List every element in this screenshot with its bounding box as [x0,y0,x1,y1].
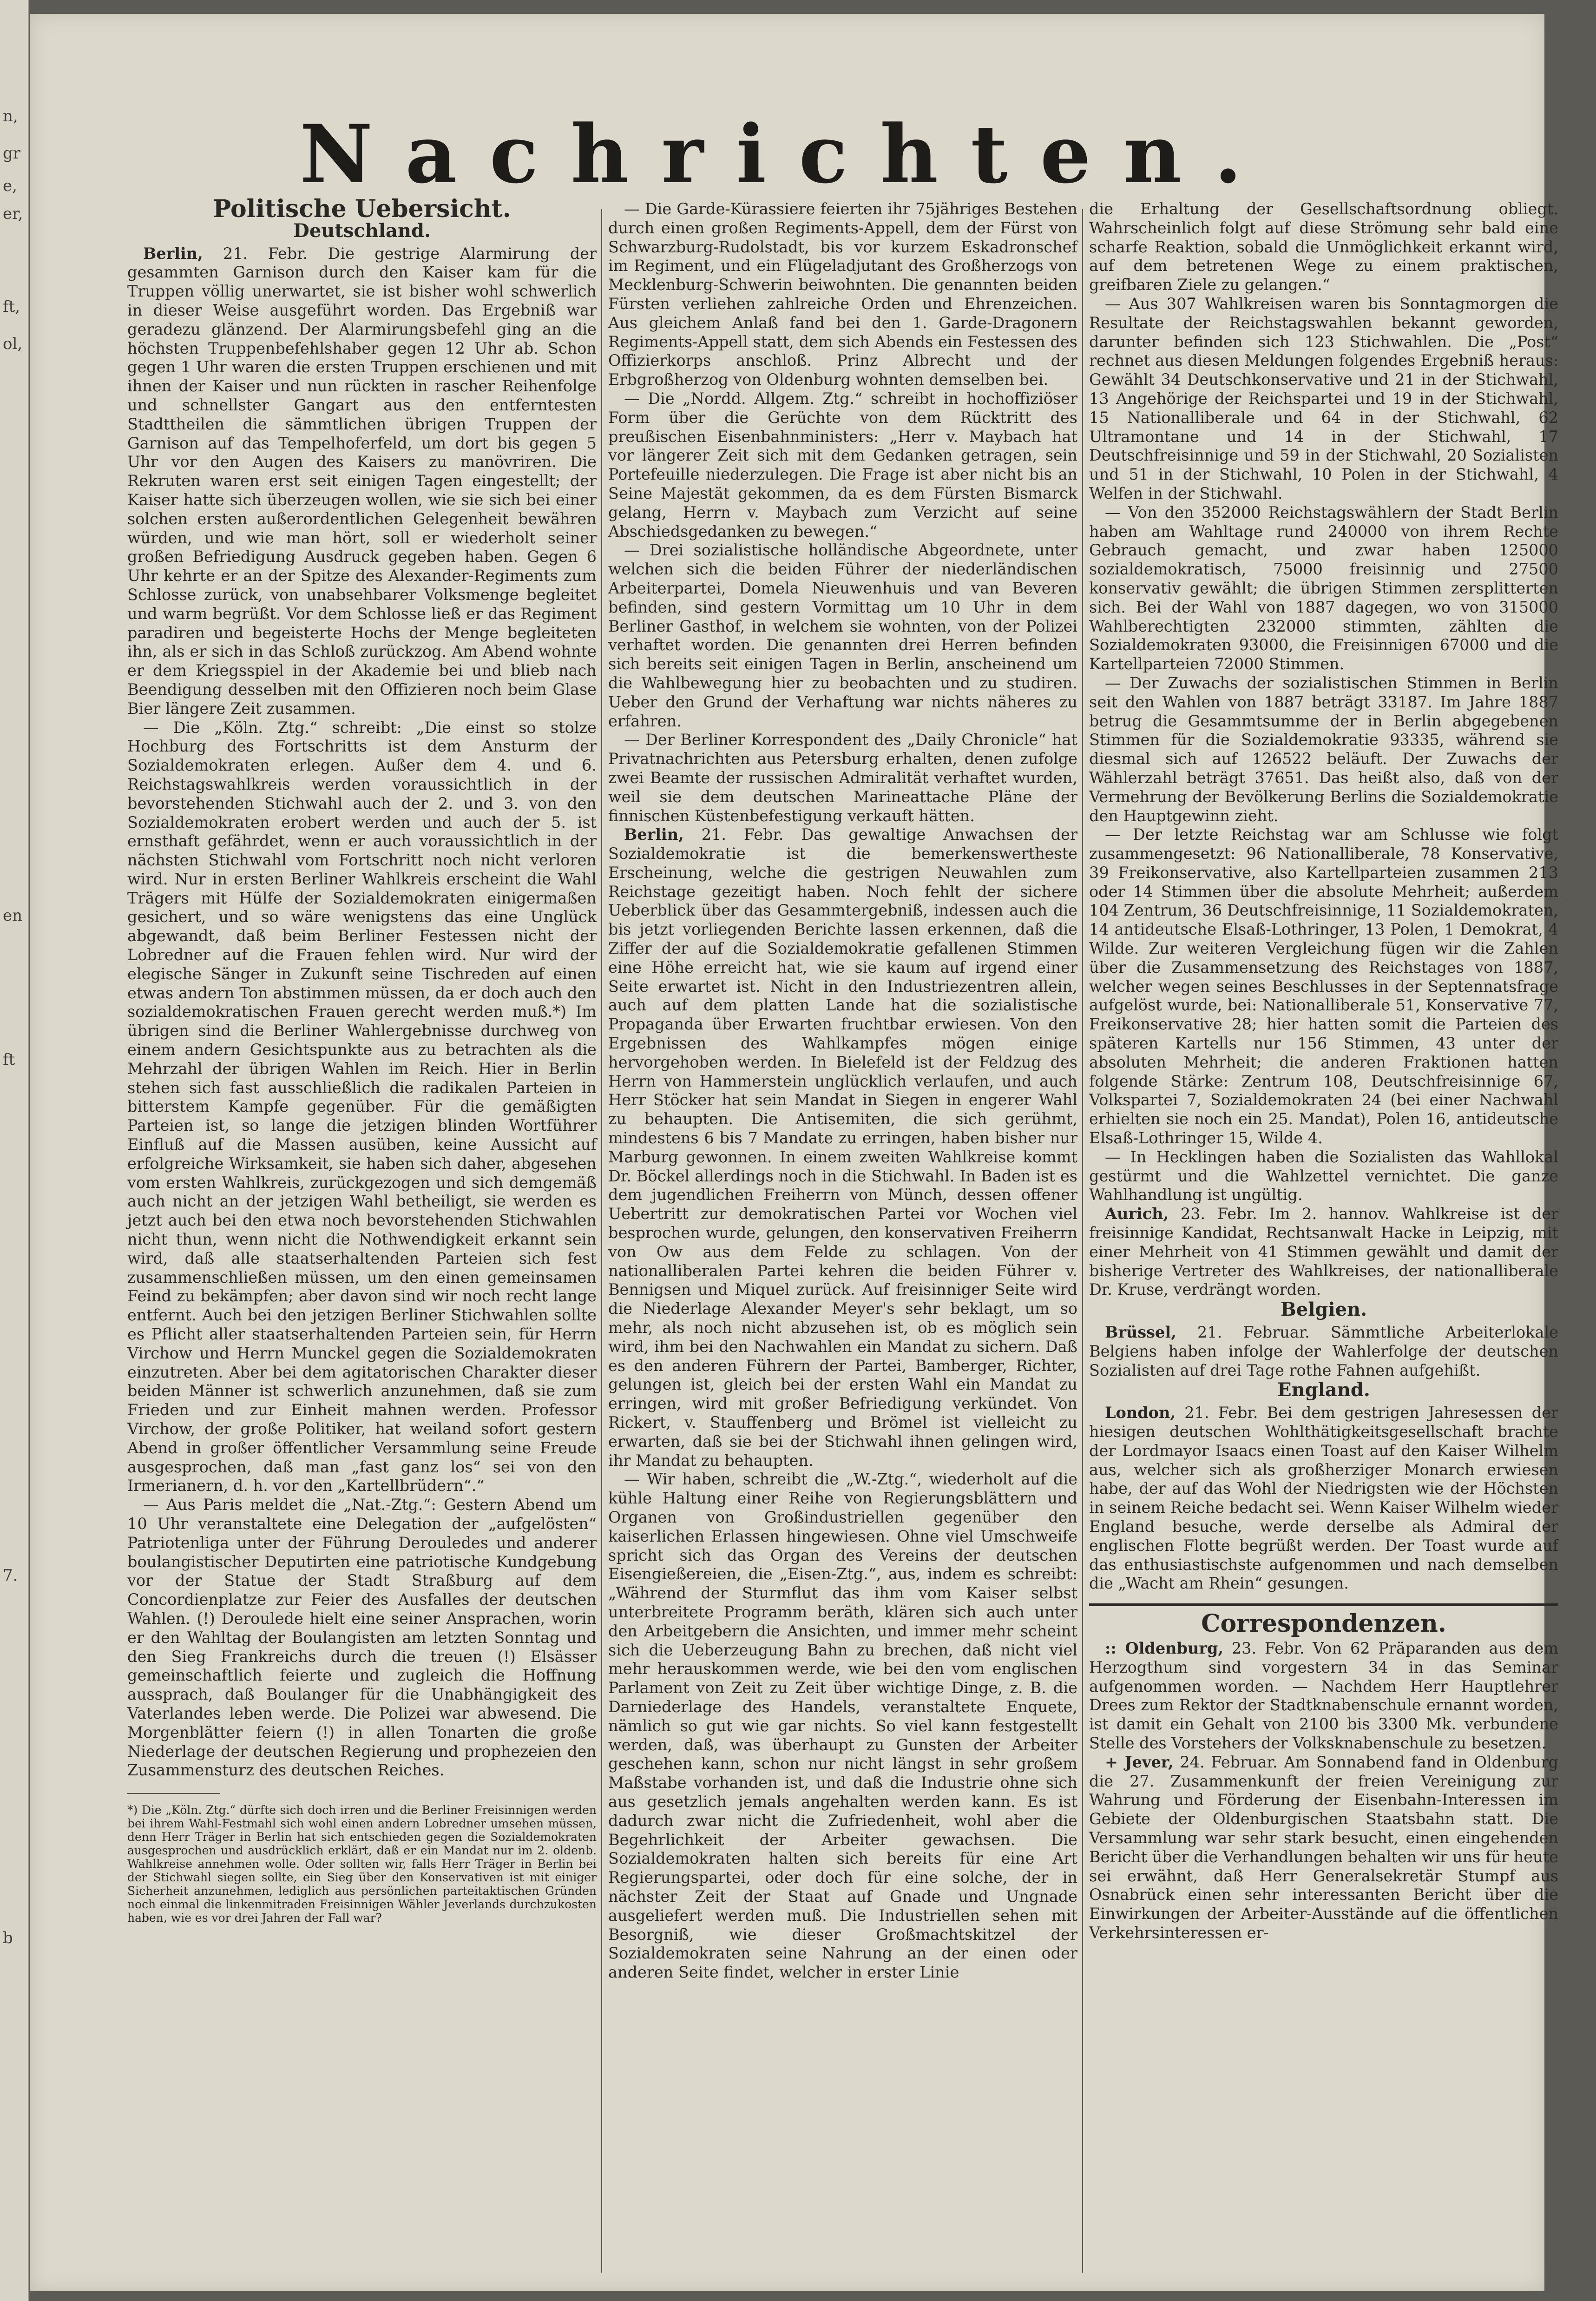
dateline: + Jever, [1105,1753,1174,1771]
article: — Wir haben, schreibt die „W.-Ztg.“, wiederholt auf die kühle Haltung einer Reihe von Regierungsblättern und Organen von Großindustriellen gegenüber den kaiserlichen Erlassen hingewiesen. Ohne viel Umschweife spricht sich das Organ des Vereins der deutschen Eisengießereien, die „Eisen-Ztg.“, aus, indem es schreibt: „Während der Sturmflut das ihm vom Kaiser selbst unterbreitete Programm beräth, klären sich auch unter den Arbeitgebern die Ansichten, und immer mehr scheint sich die Ueberzeugung Bahn zu brechen, daß nicht viel mehr herauskommen werde, wie bei den vom englischen Parlament von Zeit zu Zeit über wichtige Dinge, z. B. die Darniederlage des Handels, veranstaltete Enquete, nämlich so gut wie gar nichts. So viel kann festgestellt werden, daß, was überhaupt zu Gunsten der Arbeiter geschehen kann, schon nur nicht längst in sehr großem Maßstabe vorhanden ist, und daß die Industrie ohne sich aus gesetzlich jemals angehalten werden kann. Es ist dadurch zwar nicht die Zufriedenheit, wohl aber die Begehrlichkeit der Arbeiter gewachsen. Die Sozialdemokraten halten sich bereits für eine Art Regierungspartei, oder doch für eine solche, der in nächster Zeit der Staat auf Gnade und Ungnade ausgeliefert werden muß. Die Industriellen sehen mit Besorgniß, wie dieser Großmachtskitzel der Sozialdemokraten seine Nahrung an der einen oder anderen Seite findet, welcher in erster Linie [608,1470,1077,1982]
article-text: 23. Febr. Von 62 Präparanden aus dem Herzogthum sind vorgestern 34 in das Seminar aufgenommen worden. — Nachdem Herr Hauptlehrer Drees zum Rektor der Stadtknabenschule ernannt worden, ist damit ein Gehalt von 2100 bis 3300 Mk. verbundene Stelle des Vorstehers der Volksknabenschule zu besetzen. [1089,1639,1559,1752]
article: — Der Zuwachs der sozialistischen Stimmen in Berlin seit den Wahlen von 1887 beträgt 33187. Im Jahre 1887 betrug die Gesammtsumme der in Berlin abgegebenen Stimmen für die Sozialdemokratie 93335, während sie diesmal sich auf 126522 beläuft. Der Zuwachs der Wählerzahl beträgt 37651. Das heißt also, daß von der Vermehrung der Bevölkerung Berlins die Sozialdemokratie den Hauptgewinn zieht. [1089,673,1558,825]
dateline: Brüssel, [1105,1323,1176,1342]
article: — Die „Köln. Ztg.“ schreibt: „Die einst so stolze Hochburg des Fortschritts ist dem Ansturm der Sozialdemokraten erlegen. Außer dem 4. und 6. Reichstagswahlkreis werden voraussichtlich in der bevorstehenden Stichwahl auch der 2. und 3. von den Sozialdemokraten erobert werden und auch der 5. ist ernsthaft gefährdet, wenn er auch voraussichtlich in der nächsten Stichwahl vom Fortschritt noch nicht verloren wird. Nur in ersten Berliner Wahlkreis erscheint die Wahl Trägers mit Hülfe der Sozialdemokraten einigermaßen gesichert, und so wäre wenigstens das eine Unglück abgewandt, daß beim Berliner Festessen nicht der Lobredner auf die Frauen fehlen wird. Nur wird der elegische Sänger in Zukunft seine Tischreden auf einen etwas andern Ton abstimmen müssen, da er doch auch den sozialdemokratischen Frauen gerecht werden muß.*) Im übrigen sind die Berliner Wahlergebnisse durchweg von einem andern Gesichtspunkte aus zu betrachten als die Mehrzahl der übrigen Wahlen im Reich. Hier in Berlin stehen sich fast ausschließlich die radikalen Parteien in bitterstem Kampfe gegenüber. Für die gemäßigten Parteien ist, so lange die jetzigen blinden Wortführer Einfluß auf die Massen ausüben, keine Aussicht auf erfolgreiche Wirksamkeit, sie haben sich daher, abgesehen vom ersten Wahlkreis, zurückgezogen und sich demgemäß auch nicht an der jetzigen Wahl betheiligt, sie werden es jetzt auch bei den etwa noch bevorstehenden Stichwahlen nicht thun, wenn nicht die Nothwendigkeit erkannt sein wird, daß alle staatserhaltenden Parteien sich fest zusammenschließen müssen, um den einen gemeinsamen Feind zu bekämpfen; aber davon sind wir noch recht lange entfernt. Auch bei den jetzigen Berliner Stichwahlen sollte es Pflicht aller staatserhaltenden Parteien sein, für Herrn Virchow und Herrn Munckel gegen die Sozialdemokraten einzutreten. Aber bei dem agitatorischen Charakter dieser beiden Männer ist schwerlich anzunehmen, daß sie zum Frieden und zur Einheit mahnen werden. Professor Virchow, der große Politiker, hat weiland sofort gestern Abend in großer öffentlicher Versammlung seine Freude ausgesprochen, daß man „fast ganz los“ sei von den Irmerianern, d. h. vor den „Kartellbrüdern“.“ [127,718,597,1495]
article: — Drei sozialistische holländische Abgeordnete, unter welchen sich die beiden Führer der niederländischen Arbeiterpartei, Domela Nieuwenhuis und van Beveren befinden, sind gestern Vormittag um 10 Uhr in dem Berliner Gasthof, in welchem sie wohnten, von der Polizei verhaftet worden. Die genannten drei Herren befinden sich bereits seit einigen Tagen in Berlin, anscheinend um die Wahlbewegung hier zu beobachten und zu studiren. Ueber den Grund der Verhaftung war nichts näheres zu erfahren. [608,541,1077,730]
article [1089,1753,1558,1943]
article: — Aus 307 Wahlkreisen waren bis Sonntagmorgen die Resultate der Reichstagswahlen bekannt geworden, darunter befinden sich 123 Stichwahlen. Die „Post“ rechnet aus diesen Meldungen folgendes Ergebniß heraus: Gewählt 34 Deutschkonservative und 21 in der Stichwahl, 13 Angehörige der Reichspartei und 19 in der Stichwahl, 15 Nationalliberale und 64 in der Stichwahl, 62 Ultramontane und 14 in der Stichwahl, 17 Deutschfreisinnige und 59 in der Stichwahl, 20 Sozialisten und 51 in der Stichwahl, 10 Polen in der Stichwahl, 4 Welfen in der Stichwahl. [1089,294,1558,502]
article: — Der letzte Reichstag war am Schlusse wie folgt zusammengesetzt: 96 Nationalliberale, 78 Konservative, 39 Freikonservative, also Kartellparteien zusammen 213 oder 14 Stimmen über die absolute Mehrheit; außerdem 104 Zentrum, 36 Deutschfreisinnige, 11 Sozialdemokraten, 14 antideutsche Elsaß-Lothringer, 13 Polen, 1 Demokrat, 4 Wilde. Zur weiteren Vergleichung fügen wir die Zahlen über die Zusammensetzung des Reichstages von 1887, welcher wegen seines Beschlusses in der Septennatsfrage aufgelöst wurde, bei: Nationalliberale 51, Konservative 77, Freikonservative 28; hier hatten somit die Parteien des späteren Kartells nur 156 Stimmen, 43 unter der absoluten Mehrheit; die anderen Fraktionen hatten folgende Stärke: Zentrum 108, Deutschfreisinnige 67, Volkspartei 7, Sozialdemokraten 24 (bei einer Nachwahl erhielten sie noch ein 25. Mandat), Polen 16, antideutsche Elsaß-Lothringer 15, Wilde 4. [1089,825,1558,1147]
margin-fragment: gr [3,144,21,163]
article: die Erhaltung der Gesellschaftsordnung obliegt. Wahrscheinlich folgt auf diese Strömung sehr bald eine scharfe Reaktion, sobald die Unmöglichkeit erkannt wird, auf dem betretenen Wege zu einem praktischen, greifbaren Ziele zu gelangen.“ [1089,200,1558,294]
article [1089,1404,1558,1593]
article: — Die Garde-Kürassiere feierten ihr 75jähriges Bestehen durch einen großen Regiments-Appell, dem der Fürst von Schwarzburg-Rudolstadt, bis vor kurzem Eskadronschef im Regiment, und ein Flügeladjutant des Großherzogs von Mecklenburg-Schwerin beiwohnten. Die genannten beiden Fürsten verliehen zahlreiche Orden und Ehrenzeichen. Aus gleichem Anlaß fand bei den 1. Garde-Dragonern Regiments-Appell statt, dem sich Abends ein Festessen des Offizierkorps anschloß. Prinz Albrecht und der Erbgroßherzog von Oldenburg wohnten demselben bei. [608,200,1077,389]
article [608,825,1077,1470]
newspaper-page [30,14,1559,2291]
adjacent-page-strip [0,0,29,2301]
column-1 [127,195,597,1925]
column-2 [608,200,1077,1982]
dateline: Berlin, [143,244,203,263]
margin-fragment: 7. [3,1566,18,1585]
column-3 [1089,200,1558,1943]
column-rule [601,209,602,2273]
article: — Von den 352000 Reichstagswählern der Stadt Berlin haben am Wahltage rund 240000 von ihrem Rechte Gebrauch gemacht, und zwar haben 125000 sozialdemokratisch, 75000 freisinnig und 27500 konservativ gewählt; die übrigen Stimmen zersplitterten sich. Bei der Wahl von 1887 dagegen, wo von 315000 Wahlberechtigten 232000 stimmten, zählten die Sozialdemokraten 93000, die Freisinnigen 67000 und die Kartellparteien 72000 Stimmen. [1089,503,1558,673]
article: — In Hecklingen haben die Sozialisten das Wahllokal gestürmt und die Wahlzettel vernichtet. Die ganze Wahlhandlung ist ungültig. [1089,1147,1558,1204]
footnote: *) Die „Köln. Ztg.“ dürfte sich doch irren und die Berliner Freisinnigen werden bei ihrem Wahl-Festmahl sich wohl einen andern Lobredner umsehen müssen, denn Herr Träger in Berlin hat sich entschieden gegen die Sozialdemokraten ausgesprochen und ausdrücklich erklärt, daß er ein Mandat nur im 2. oldenb. Wahlkreise annehmen wolle. Oder sollten wir, falls Herr Träger in Berlin bei der Stichwahl siegen sollte, ein Sieg über den Konservativen ist mit einiger Sicherheit anzunehmen, lediglich aus persönlichen parteitaktischen Gründen noch einmal die linkenmitraden Freisinnigen Wähler Jeverlands durchzukosten haben, wie es vor drei Jahren der Fall war? [127,1803,597,1925]
article-text: 21. Febr. Bei dem gestrigen Jahresessen der hiesigen deutschen Wohlthätigkeitsgesellschaft brachte der Lordmayor Isaacs einen Toast auf den Kaiser Wilhelm aus, welcher sich als großherziger Monarch erwiesen habe, der auf das Wohl der Niedrigsten wie der Höchsten in seinem Reiche bedacht sei. Wenn Kaiser Wilhelm wieder England besuche, werde derselbe als Admiral der englischen Flotte begrüßt werden. Der Toast wurde auf das enthusiastischste aufgenommen und nach demselben die „Wacht am Rhein“ gesungen. [1089,1404,1558,1593]
margin-fragment: en [3,906,23,925]
article: — Die „Nordd. Allgem. Ztg.“ schreibt in hochoffiziöser Form über die Gerüchte von dem Rücktritt des preußischen Eisenbahnministers: „Herr v. Maybach hat vor längerer Zeit sich mit dem Gedanken getragen, sein Portefeuille niederzulegen. Die Frage ist aber nicht bis an Seine Majestät gekommen, da es dem Fürsten Bismarck gelang, Herrn v. Maybach zum Verzicht auf seine Abschiedsgedanken zu bewegen.“ [608,389,1077,541]
article [1089,1639,1558,1753]
section-heading: Politische Uebersicht. [213,195,511,223]
dateline: Berlin, [624,825,684,844]
margin-fragment: ft, [3,297,20,316]
article-text: 21. Februar. Sämmtliche Arbeiterlokale Belgiens haben infolge der Wahlerfolge der deutschen Sozialisten auf drei Tage rothe Fahnen aufgehißt. [1089,1323,1558,1379]
article-text: 23. Febr. Im 2. hannov. Wahlkreise ist der freisinnige Kandidat, Rechtsanwalt Hacke in Leipzig, mit einer Mehrheit von 41 Stimmen gewählt und damit der bisherige Vertreter des Wahlkreises, der nationalliberale Dr. Kruse, verdrängt worden. [1089,1205,1558,1299]
article [1089,1323,1558,1380]
country-heading: England. [1277,1379,1370,1401]
article-text: 21. Febr. Die gestrige Alarmirung der gesammten Garnison durch den Kaiser kam für die Truppen völlig unerwartet, sie ist bisher wohl schwerlich in dieser Weise ausgeführt worden. Das Ergebniß war geradezu glänzend. Der Alarmirungsbefehl ging an die höchsten Truppenbefehlshaber gegen 12 Uhr ab. Schon gegen 1 Uhr waren die ersten Truppen erschienen und mit ihnen der Kaiser und nun rückten in rascher Reihenfolge und schnellster Gangart aus den entferntesten Stadttheilen die sämmtlichen übrigen Truppen der Garnison auf das Tempelhoferfeld, um dort bis gegen 5 Uhr vor den Augen des Kaisers zu manövriren. Die Rekruten waren erst seit einigen Tagen eingestellt; der Kaiser hatte sich überzeugen wollen, wie sie sich bei einer solchen ersten außerordentlichen Gelegenheit bewähren würden, und wie man hört, soll er wiederholt seiner großen Befriedigung Ausdruck gegeben haben. Gegen 6 Uhr kehrte er an der Spitze des Alexander-Regiments zum Schlosse zurück, von unabsehbarer Volksmenge begleitet und warm begrüßt. Vor dem Schlosse ließ er das Regiment paradiren und begeisterte Hochs der Menge begleiteten ihn, als er sich in das Schloß zurückzog. Am Abend wohnte er dem Kriegsspiel in der Akademie bei und blieb nach Beendigung desselben mit den Offizieren noch beim Glase Bier längere Zeit zusammen. [127,244,597,718]
column-rule [1082,209,1083,2273]
dateline: London, [1105,1404,1176,1422]
article-text: 21. Febr. Das gewaltige Anwachsen der Sozialdemokratie ist die bemerkenswertheste Erscheinung, welche die gestrigen Neuwahlen zum Reichstage gezeitigt haben. Noch fehlt der sichere Ueberblick über das Gesammtergebniß, indessen auch die bis jetzt vorliegenden Berichte lassen erkennen, daß die Ziffer der auf die Sozialdemokratie gefallenen Stimmen eine Höhe erreicht hat, wie sie kaum auf irgend einer Seite erwartet ist. Nicht in den Industriezentren allein, auch auf dem platten Lande hat die sozialistische Propaganda über Erwarten fruchtbar erwiesen. Von den Ergebnissen des Wahlkampfes mögen einige hervorgehoben werden. In Bielefeld ist der Feldzug des Herrn von Hammerstein unglücklich verlaufen, und auch Herr Stöcker hat sein Mandat in Siegen in engerer Wahl zu behaupten. Die Antisemiten, die sich gerühmt, mindestens 6 bis 7 Mandate zu erringen, haben bisher nur Marburg gewonnen. In einem zweiten Wahlkreise kommt Dr. Böckel allerdings noch in die Stichwahl. In Baden ist es dem jugendlichen Freiherrn von Münch, dessen offener Uebertritt zur demokratischen Partei vor Wochen viel besprochen wurde, gelungen, den konservativen Freiherrn von Ow aus dem Felde zu schlagen. Von der nationalliberalen Partei kehren die beiden Führer v. Bennigsen und Miquel zurück. Auf freisinniger Seite wird die Niederlage Alexander Meyer's sehr beklagt, um so mehr, als noch nicht abzusehen ist, ob es möglich sein wird, ihm bei den Nachwahlen ein Mandat zu sichern. Daß es den anderen Führern der Partei, Bamberger, Richter, gelungen ist, gleich bei der ersten Wahl ein Mandat zu erringen, wird mit großer Befriedigung verkündet. Von Rickert, v. Stauffenberg und Brömel ist vielleicht zu erwarten, daß sie bei der Stichwahl ihnen gelingen wird, ihr Mandat zu behaupten. [608,825,1077,1470]
article: — Aus Paris meldet die „Nat.-Ztg.“: Gestern Abend um 10 Uhr veranstaltete eine Delegation der „aufgelösten“ Patriotenliga unter der Führung Derouledes und anderer boulangistischer Deputirten eine patriotische Kundgebung vor der Statue der Stadt Straßburg auf dem Concordienplatze zur Feier des Ausfalles der deutschen Wahlen. (!) Deroulede hielt eine seiner Ansprachen, worin er den Wahltag der Boulangisten am letzten Sonntag und den Sieg Frankreichs durch die treuen (!) Elsässer gemeinschaftlich feierte und zugleich die Hoffnung aussprach, daß Boulanger für die Unabhängigkeit des Vaterlandes leben werde. Die Polizei war abwesend. Die Morgenblätter feiern (!) in allen Tonarten die große Niederlage der deutschen Regierung und prophezeien den Zusammensturz des deutschen Reiches. [127,1496,597,1780]
margin-fragment: b [3,1929,13,1947]
margin-fragment: ol, [3,335,23,353]
margin-fragment: e, [3,177,17,195]
section-heading: Correspondenzen. [1201,1609,1446,1638]
margin-fragment: n, [3,107,18,125]
section-divider [1089,1603,1558,1606]
article [127,244,597,719]
article [1089,1205,1558,1299]
article-text: 24. Februar. Am Sonnabend fand in Oldenburg die 27. Zusammenkunft der freien Vereinigung zur Wahrung und Förderung der Eisenbahn-Interessen im Gebiete der Oldenburgischen Staatsbahn statt. Die Versammlung war sehr stark besucht, einen eingehenden Bericht über die Verhandlungen behalten wir uns für heute sei erwähnt, daß Herr Generalsekretär Stumpf aus Osnabrück einen sehr interessanten Bericht über die Einwirkungen der Arbeiter-Ausstände auf die öffentlichen Verkehrsinteressen er- [1089,1753,1558,1942]
page-title: Nachrichten. [299,107,1274,201]
country-heading: Belgien. [1280,1299,1367,1321]
footnote-rule [127,1793,220,1794]
article: — Der Berliner Korrespondent des „Daily Chronicle“ hat Privatnachrichten aus Petersburg erhalten, denen zufolge zwei Beamte der russischen Admiralität verhaftet wurden, weil sie dem deutschen Marineattache Pläne der finnischen Küstenbefestigung verkauft hätten. [608,731,1077,825]
country-heading: Deutschland. [293,219,431,242]
margin-fragment: er, [3,204,23,223]
margin-fragment: ft [3,1050,15,1069]
dateline: Aurich, [1105,1205,1169,1223]
dateline: :: Oldenburg, [1105,1639,1224,1657]
